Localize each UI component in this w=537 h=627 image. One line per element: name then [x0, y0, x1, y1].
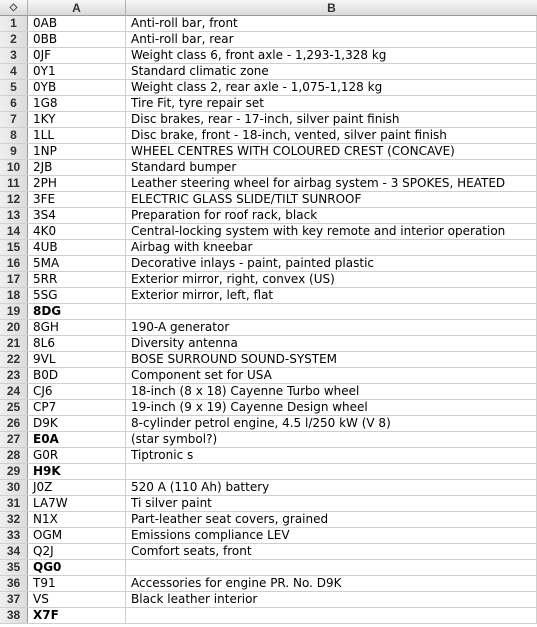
cell-code[interactable]: OGM [28, 528, 126, 543]
row-header[interactable]: 4 [0, 64, 28, 79]
table-row [0, 416, 537, 432]
cell-code[interactable]: 2JB [28, 160, 126, 175]
cell-description[interactable]: Leather steering wheel for airbag system - 3 SPOKES, HEATED [126, 176, 537, 191]
cell-code[interactable]: X7F [28, 608, 126, 623]
cell-description[interactable]: Tire Fit, tyre repair set [126, 96, 537, 111]
diamond-icon: ◇ [9, 1, 18, 13]
cell-description[interactable]: Emissions compliance LEV [126, 528, 537, 543]
table-row [0, 144, 537, 160]
table-row [0, 48, 537, 64]
cell-description[interactable] [126, 608, 537, 623]
table-row [0, 160, 537, 176]
cell-code[interactable]: T91 [28, 576, 126, 591]
table-row [0, 336, 537, 352]
cell-description[interactable]: Ti silver paint [126, 496, 537, 511]
table-row [0, 32, 537, 48]
row-header[interactable]: 18 [0, 288, 28, 303]
cell-description[interactable]: 19-inch (9 x 19) Cayenne Design wheel [126, 400, 537, 415]
table-row [0, 272, 537, 288]
cell-code[interactable]: 8GH [28, 320, 126, 335]
row-header[interactable]: 32 [0, 512, 28, 527]
table-row [0, 288, 537, 304]
cell-code[interactable]: 5MA [28, 256, 126, 271]
cell-code[interactable]: E0A [28, 432, 126, 447]
cell-code[interactable]: 9VL [28, 352, 126, 367]
row-header[interactable]: 16 [0, 256, 28, 271]
table-row [0, 512, 537, 528]
table-row [0, 384, 537, 400]
cell-description[interactable]: Disc brake, front - 18-inch, vented, silver paint finish [126, 128, 537, 143]
table-row [0, 544, 537, 560]
row-header[interactable]: 13 [0, 208, 28, 223]
table-row [0, 352, 537, 368]
cell-description[interactable]: ELECTRIC GLASS SLIDE/TILT SUNROOF [126, 192, 537, 207]
table-row [0, 240, 537, 256]
cell-description[interactable]: Accessories for engine PR. No. D9K [126, 576, 537, 591]
row-header[interactable]: 26 [0, 416, 28, 431]
row-header[interactable]: 24 [0, 384, 28, 399]
cell-code[interactable]: 2PH [28, 176, 126, 191]
table-row [0, 576, 537, 592]
cell-description[interactable]: Exterior mirror, right, convex (US) [126, 272, 537, 287]
table-row [0, 496, 537, 512]
row-header[interactable]: 28 [0, 448, 28, 463]
row-header[interactable]: 6 [0, 96, 28, 111]
cell-code[interactable]: CP7 [28, 400, 126, 415]
cell-description[interactable]: Decorative inlays - paint, painted plastic [126, 256, 537, 271]
cell-description[interactable]: Black leather interior [126, 592, 537, 607]
table-row [0, 208, 537, 224]
cell-description[interactable] [126, 560, 537, 575]
table-row [0, 224, 537, 240]
row-header[interactable]: 10 [0, 160, 28, 175]
cell-code[interactable]: 5RR [28, 272, 126, 287]
cell-description[interactable]: Disc brakes, rear - 17-inch, silver paint finish [126, 112, 537, 127]
cell-description[interactable]: 520 A (110 Ah) battery [126, 480, 537, 495]
row-header[interactable]: 14 [0, 224, 28, 239]
cell-code[interactable]: CJ6 [28, 384, 126, 399]
row-header[interactable]: 38 [0, 608, 28, 623]
cell-code[interactable]: G0R [28, 448, 126, 463]
cell-description[interactable]: 190-A generator [126, 320, 537, 335]
cell-description[interactable]: Exterior mirror, left, flat [126, 288, 537, 303]
row-header[interactable]: 23 [0, 368, 28, 383]
row-header[interactable]: 22 [0, 352, 28, 367]
cell-code[interactable]: 1KY [28, 112, 126, 127]
row-header[interactable]: 12 [0, 192, 28, 207]
row-header[interactable]: 35 [0, 560, 28, 575]
cell-code[interactable]: VS [28, 592, 126, 607]
cell-description[interactable]: Component set for USA [126, 368, 537, 383]
row-header[interactable]: 25 [0, 400, 28, 415]
row-header[interactable]: 19 [0, 304, 28, 319]
cell-code[interactable]: Q2J [28, 544, 126, 559]
cell-description[interactable]: Part-leather seat covers, grained [126, 512, 537, 527]
cell-code[interactable]: 8L6 [28, 336, 126, 351]
row-header[interactable]: 3 [0, 48, 28, 63]
cell-code[interactable]: 4UB [28, 240, 126, 255]
cell-code[interactable]: J0Z [28, 480, 126, 495]
cell-description[interactable]: Tiptronic s [126, 448, 537, 463]
cell-description[interactable]: BOSE SURROUND SOUND-SYSTEM [126, 352, 537, 367]
cell-code[interactable]: 5SG [28, 288, 126, 303]
row-header[interactable]: 31 [0, 496, 28, 511]
cell-description[interactable]: Standard bumper [126, 160, 537, 175]
table-row [0, 80, 537, 96]
row-header[interactable]: 1 [0, 16, 28, 31]
row-header[interactable]: 21 [0, 336, 28, 351]
row-header[interactable]: 15 [0, 240, 28, 255]
row-header[interactable]: 34 [0, 544, 28, 559]
table-row [0, 320, 537, 336]
cell-code[interactable]: 8DG [28, 304, 126, 319]
rows-container [0, 16, 537, 624]
table-row [0, 560, 537, 576]
table-row [0, 480, 537, 496]
table-row [0, 64, 537, 80]
cell-code[interactable]: QG0 [28, 560, 126, 575]
table-row [0, 256, 537, 272]
table-row [0, 592, 537, 608]
cell-code[interactable]: 1G8 [28, 96, 126, 111]
row-header[interactable]: 8 [0, 128, 28, 143]
cell-code[interactable]: 3FE [28, 192, 126, 207]
table-row [0, 448, 537, 464]
cell-description[interactable]: Comfort seats, front [126, 544, 537, 559]
row-header[interactable]: 5 [0, 80, 28, 95]
column-header-a[interactable]: A [28, 0, 126, 16]
cell-description[interactable]: Central-locking system with key remote and interior operation [126, 224, 537, 239]
cell-code[interactable]: 1LL [28, 128, 126, 143]
cell-description[interactable]: Anti-roll bar, front [126, 16, 537, 31]
table-row [0, 304, 537, 320]
cell-description[interactable]: Airbag with kneebar [126, 240, 537, 255]
row-header[interactable]: 36 [0, 576, 28, 591]
table-row [0, 192, 537, 208]
row-header[interactable]: 17 [0, 272, 28, 287]
table-row [0, 16, 537, 32]
cell-description[interactable]: 18-inch (8 x 18) Cayenne Turbo wheel [126, 384, 537, 399]
cell-code[interactable]: 4K0 [28, 224, 126, 239]
cell-description[interactable]: Anti-roll bar, rear [126, 32, 537, 47]
cell-description[interactable] [126, 304, 537, 319]
cell-description[interactable]: WHEEL CENTRES WITH COLOURED CREST (CONCAVE) [126, 144, 537, 159]
table-row [0, 608, 537, 624]
row-header[interactable]: 37 [0, 592, 28, 607]
table-row [0, 96, 537, 112]
table-row [0, 528, 537, 544]
cell-description[interactable]: Standard climatic zone [126, 64, 537, 79]
row-header[interactable]: 2 [0, 32, 28, 47]
cell-description[interactable]: (star symbol?) [126, 432, 537, 447]
table-row [0, 128, 537, 144]
cell-code[interactable]: 0JF [28, 48, 126, 63]
table-row [0, 432, 537, 448]
cell-code[interactable]: 0BB [28, 32, 126, 47]
row-header[interactable]: 27 [0, 432, 28, 447]
cell-code[interactable]: 0AB [28, 16, 126, 31]
cell-code[interactable]: 0Y1 [28, 64, 126, 79]
cell-description[interactable]: Preparation for roof rack, black [126, 208, 537, 223]
cell-description[interactable]: Weight class 2, rear axle - 1,075-1,128 kg [126, 80, 537, 95]
cell-code[interactable]: D9K [28, 416, 126, 431]
cell-code[interactable]: LA7W [28, 496, 126, 511]
row-header[interactable]: 29 [0, 464, 28, 479]
column-header-b[interactable]: B [126, 0, 537, 16]
cell-code[interactable]: H9K [28, 464, 126, 479]
cell-code[interactable]: 3S4 [28, 208, 126, 223]
cell-code[interactable]: N1X [28, 512, 126, 527]
cell-code[interactable]: 0YB [28, 80, 126, 95]
cell-code[interactable]: 1NP [28, 144, 126, 159]
cell-description[interactable]: Diversity antenna [126, 336, 537, 351]
cell-description[interactable]: 8-cylinder petrol engine, 4.5 l/250 kW (V 8) [126, 416, 537, 431]
row-header[interactable]: 33 [0, 528, 28, 543]
table-row [0, 368, 537, 384]
row-header[interactable]: 9 [0, 144, 28, 159]
cell-description[interactable]: Weight class 6, front axle - 1,293-1,328 kg [126, 48, 537, 63]
cell-description[interactable] [126, 464, 537, 479]
table-row [0, 176, 537, 192]
row-header[interactable]: 11 [0, 176, 28, 191]
table-row [0, 112, 537, 128]
row-header[interactable]: 30 [0, 480, 28, 495]
cell-code[interactable]: B0D [28, 368, 126, 383]
table-row [0, 464, 537, 480]
row-header[interactable]: 7 [0, 112, 28, 127]
select-all-corner[interactable] [0, 0, 28, 16]
table-row [0, 400, 537, 416]
row-header[interactable]: 20 [0, 320, 28, 335]
